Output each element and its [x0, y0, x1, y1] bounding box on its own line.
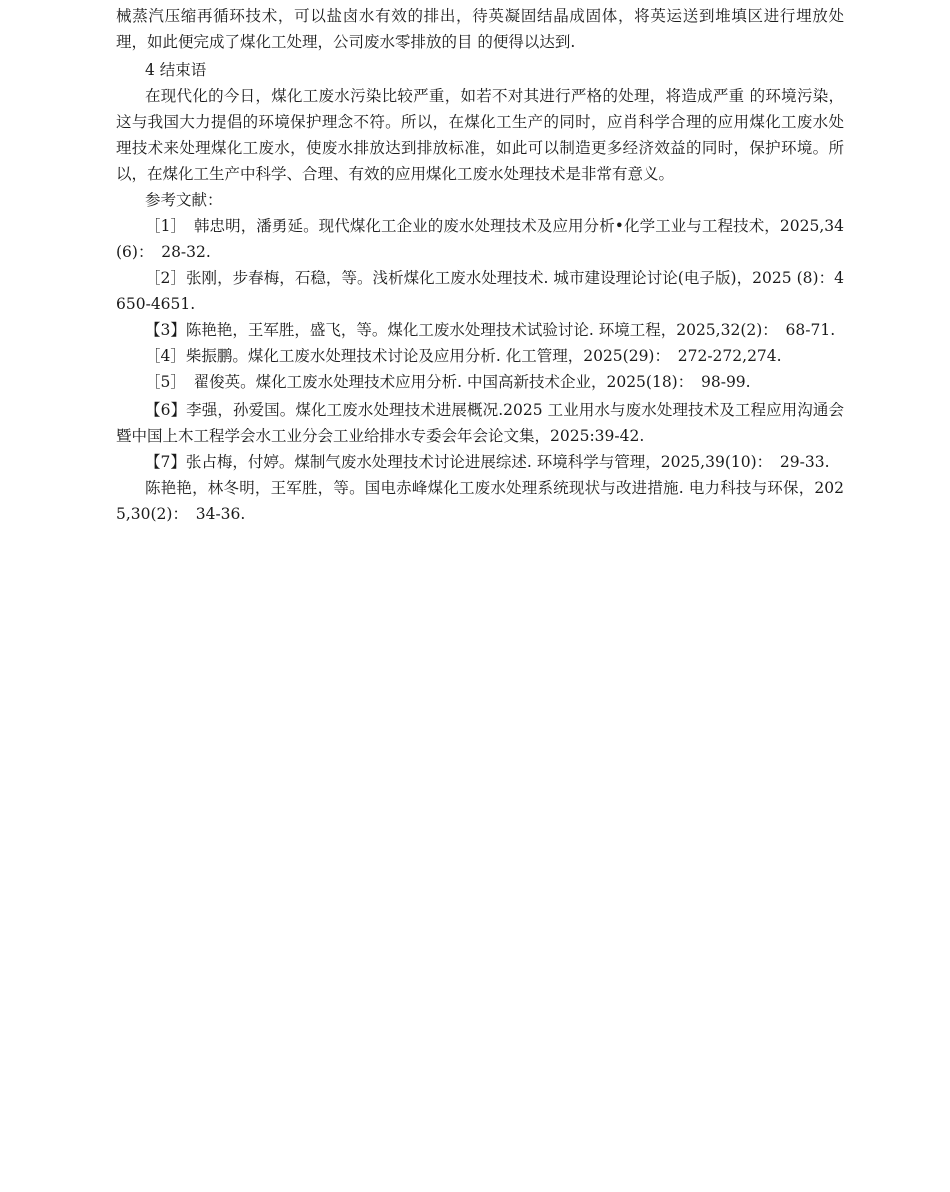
references-title: 参考文献： — [145, 191, 223, 209]
reference-item: 【6】李强，孙爱国。煤化工废水处理技术进展概况.2025 工业用水与废水处理技术及工程应用沟通会暨中国上木工程学会水工业分会工业给排水专委会年会论文集，2025:39-42. — [116, 401, 844, 445]
reference-item: ［5］ 翟俊英。煤化工废水处理技术应用分析. 中国高新技术企业，2025(18)： 98-99. — [145, 373, 751, 391]
document-page — [116, 0, 844, 527]
reference-item: ［1］ 韩忠明，潘勇延。现代煤化工企业的废水处理技术及应用分析•化学工业与工程技术，2025,34(6)： 28-32. — [116, 217, 844, 261]
reference-item: ［2］张刚，步春梅，石稳，等。浅析煤化工废水处理技术. 城市建设理论讨论(电子版)，2025 (8)：4650-4651. — [116, 269, 844, 313]
reference-item: 陈艳艳，林冬明，王军胜，等。国电赤峰煤化工废水处理系统现状与改进措施. 电力科技与环保，2025,30(2)： 34-36. — [116, 479, 844, 523]
continuation-paragraph: 械蒸汽压缩再循环技术，可以盐卤水有效的排出，待英凝固结晶成固体，将英运送到堆填区进行埋放处理，如此便完成了煤化工处理，公司废水零排放的目 的便得以达到. — [116, 7, 844, 51]
section-heading: 4 结束语 — [145, 61, 207, 79]
reference-item: ［4］柴振鹏。煤化工废水处理技术讨论及应用分析. 化工管理，2025(29)： 272-272,274. — [145, 347, 782, 365]
conclusion-paragraph: 在现代化的今日，煤化工废水污染比较严重，如若不对其进行严格的处理，将造成严重 的环境污染，这与我国大力提倡的环境保护理念不符。所以，在煤化工生产的同时，应肖科学合理的应用煤化工废水处理技术来处理煤化工废水，使废水排放达到排放标准，如此可以制造更多经济效益的同时，保护环境。所以，在煤化工生产中科学、合理、有效的应用煤化工废水处理技术是非常有意义。 — [116, 87, 844, 183]
reference-item: 【7】张占梅，付婷。煤制气废水处理技术讨论进展综述. 环境科学与管理，2025,39(10)： 29-33. — [145, 453, 830, 471]
reference-item: 【3】陈艳艳，王军胜，盛飞，等。煤化工废水处理技术试验讨论. 环境工程，2025,32(2)： 68-71. — [145, 321, 836, 339]
